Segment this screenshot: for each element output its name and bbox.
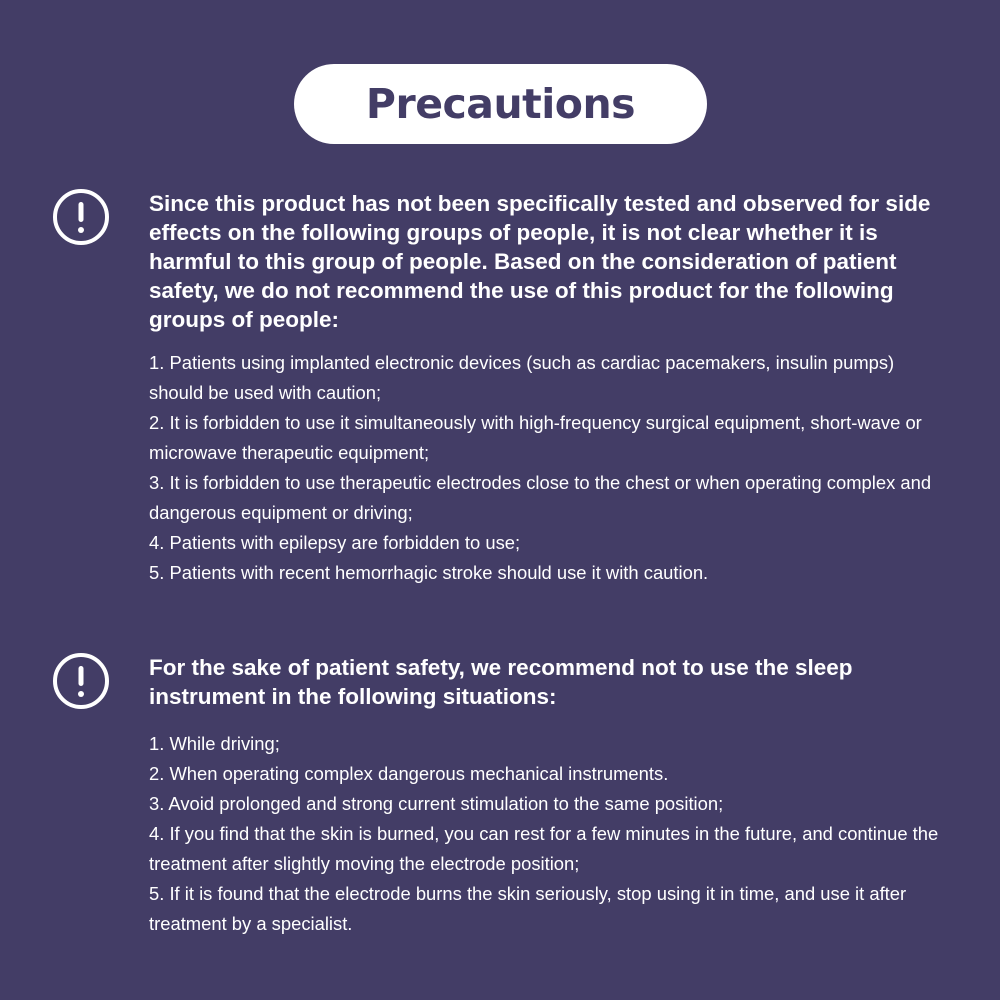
situation-list [149,729,949,939]
section-heading: Since this product has not been specifically tested and observed for side effects on the following groups of people, it is not clear whether it is harmful to this group of people. Based on the consideration of patient safety, we do not recommend the use of this product for the following groups of people: [149,191,931,332]
list-item: 2. It is forbidden to use it simultaneously with high-frequency surgical equipment, short-wave or microwave therapeutic equipment; [149,412,922,463]
section-heading: For the sake of patient safety, we recommend not to use the sleep instrument in the following situations: [149,655,853,709]
list-item: 5. If it is found that the electrode burns the skin seriously, stop using it in time, and use it after treatment by a specialist. [149,883,907,934]
page-title: Precautions [365,80,636,128]
list-item: 4. Patients with epilepsy are forbidden to use; [149,532,521,553]
list-item: 4. If you find that the skin is burned, you can rest for a few minutes in the future, and continue the treatment after slightly moving the electrode position; [149,823,939,874]
list-item: 5. Patients with recent hemorrhagic stroke should use it with caution. [149,562,709,583]
list-item: 1. Patients using implanted electronic devices (such as cardiac pacemakers, insulin pumps) should be used with caution; [149,352,895,403]
precaution-list [149,348,949,588]
exclamation-circle-icon [52,652,110,710]
title-pill [294,64,707,144]
list-item: 1. While driving; [149,733,280,754]
exclamation-circle-icon [52,188,110,246]
list-item: 3. It is forbidden to use therapeutic electrodes close to the chest or when operating complex and dangerous equipment or driving; [149,472,932,523]
list-item: 2. When operating complex dangerous mechanical instruments. [149,763,669,784]
list-item: 3. Avoid prolonged and strong current stimulation to the same position; [149,793,724,814]
